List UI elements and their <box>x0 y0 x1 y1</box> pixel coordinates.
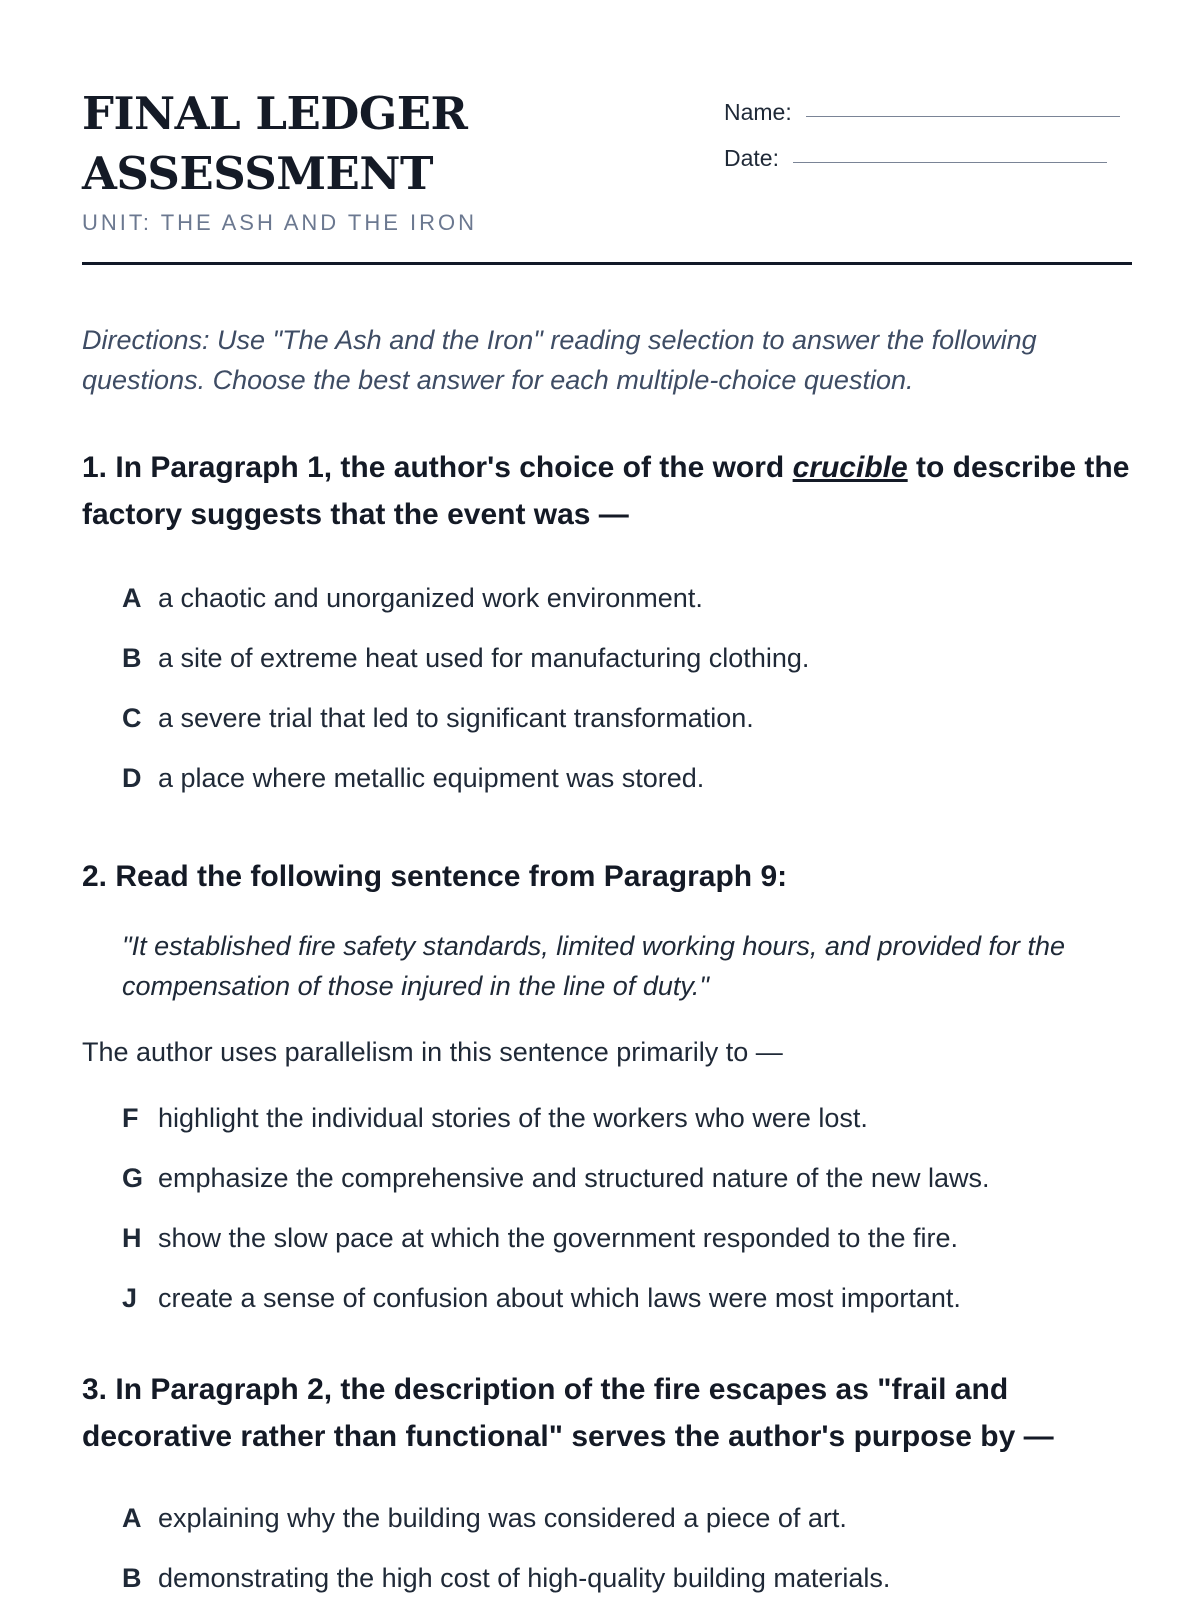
choice-text: a site of extreme heat used for manufacturing clothing. <box>158 643 810 673</box>
unit-subtitle: UNIT: THE ASH AND THE IRON <box>82 210 478 235</box>
question-2-prompt: The author uses parallelism in this sentence primarily to — <box>82 1037 783 1067</box>
q2-choice-f[interactable] <box>122 1100 1122 1136</box>
choice-text: create a sense of confusion about which laws were most important. <box>158 1283 961 1313</box>
choice-letter: F <box>122 1103 139 1133</box>
choice-letter: B <box>122 1563 142 1593</box>
name-field-row <box>724 80 1134 126</box>
choice-text: highlight the individual stories of the workers who were lost. <box>158 1103 868 1133</box>
page-title-line-2: ASSESSMENT <box>82 147 433 200</box>
choice-text: demonstrating the high cost of high-quality building materials. <box>158 1563 891 1593</box>
choice-letter: D <box>122 763 142 793</box>
q1-choice-c[interactable] <box>122 700 1122 736</box>
q2-choice-j[interactable] <box>122 1280 1122 1316</box>
header-divider <box>82 262 1132 265</box>
question-2-stem: 2. Read the following sentence from Paragraph 9: <box>82 860 788 893</box>
choice-text: a severe trial that led to significant transformation. <box>158 703 754 733</box>
choice-text: a chaotic and unorganized work environment. <box>158 583 703 613</box>
q3-choice-a[interactable] <box>122 1500 1122 1536</box>
question-1-stem-end: to describe the factory suggests that the event was — <box>82 451 1130 531</box>
choice-text: explaining why the building was considered a piece of art. <box>158 1503 847 1533</box>
choice-letter: B <box>122 643 142 673</box>
choice-text: emphasize the comprehensive and structured nature of the new laws. <box>158 1163 990 1193</box>
name-field[interactable] <box>806 116 1120 117</box>
page-title-line-1: FINAL LEDGER <box>82 87 468 140</box>
name-label: Name: <box>724 99 792 125</box>
q2-choice-h[interactable] <box>122 1220 1122 1256</box>
date-label: Date: <box>724 145 779 171</box>
assessment-page <box>82 0 1132 1593</box>
q1-choice-b[interactable] <box>122 640 1122 676</box>
question-3-stem: 3. In Paragraph 2, the description of the fire escapes as "frail and decorative rather than functional" serves the author's purpose by — <box>82 1373 1054 1453</box>
q1-choice-d[interactable] <box>122 760 1122 796</box>
q1-choice-a[interactable] <box>122 580 1122 616</box>
student-fields <box>724 80 1134 172</box>
choice-letter: A <box>122 1503 142 1533</box>
choice-text: show the slow pace at which the government responded to the fire. <box>158 1223 958 1253</box>
choice-letter: H <box>122 1223 142 1253</box>
date-field[interactable] <box>793 162 1107 163</box>
choice-text: a place where metallic equipment was stored. <box>158 763 705 793</box>
q2-choice-g[interactable] <box>122 1160 1122 1196</box>
question-1-stem-start: 1. In Paragraph 1, the author's choice of the word <box>82 451 793 484</box>
choice-letter: G <box>122 1163 144 1193</box>
choice-letter: J <box>122 1283 138 1313</box>
title-block <box>82 84 642 236</box>
date-field-row <box>724 126 1134 172</box>
q3-choice-b[interactable] <box>122 1560 1122 1596</box>
page-header <box>82 0 1132 266</box>
directions-text: Directions: Use "The Ash and the Iron" reading selection to answer the following questions. Choose the best answer for each multiple-choice question. <box>82 325 1037 395</box>
question-1-stem <box>82 444 1132 538</box>
choice-letter: C <box>122 703 142 733</box>
choice-letter: A <box>122 583 142 613</box>
question-2-quote: "It established fire safety standards, limited working hours, and provided for the compensation of those injured in the line of duty." <box>122 931 1066 1001</box>
question-1-term: crucible <box>792 451 908 484</box>
